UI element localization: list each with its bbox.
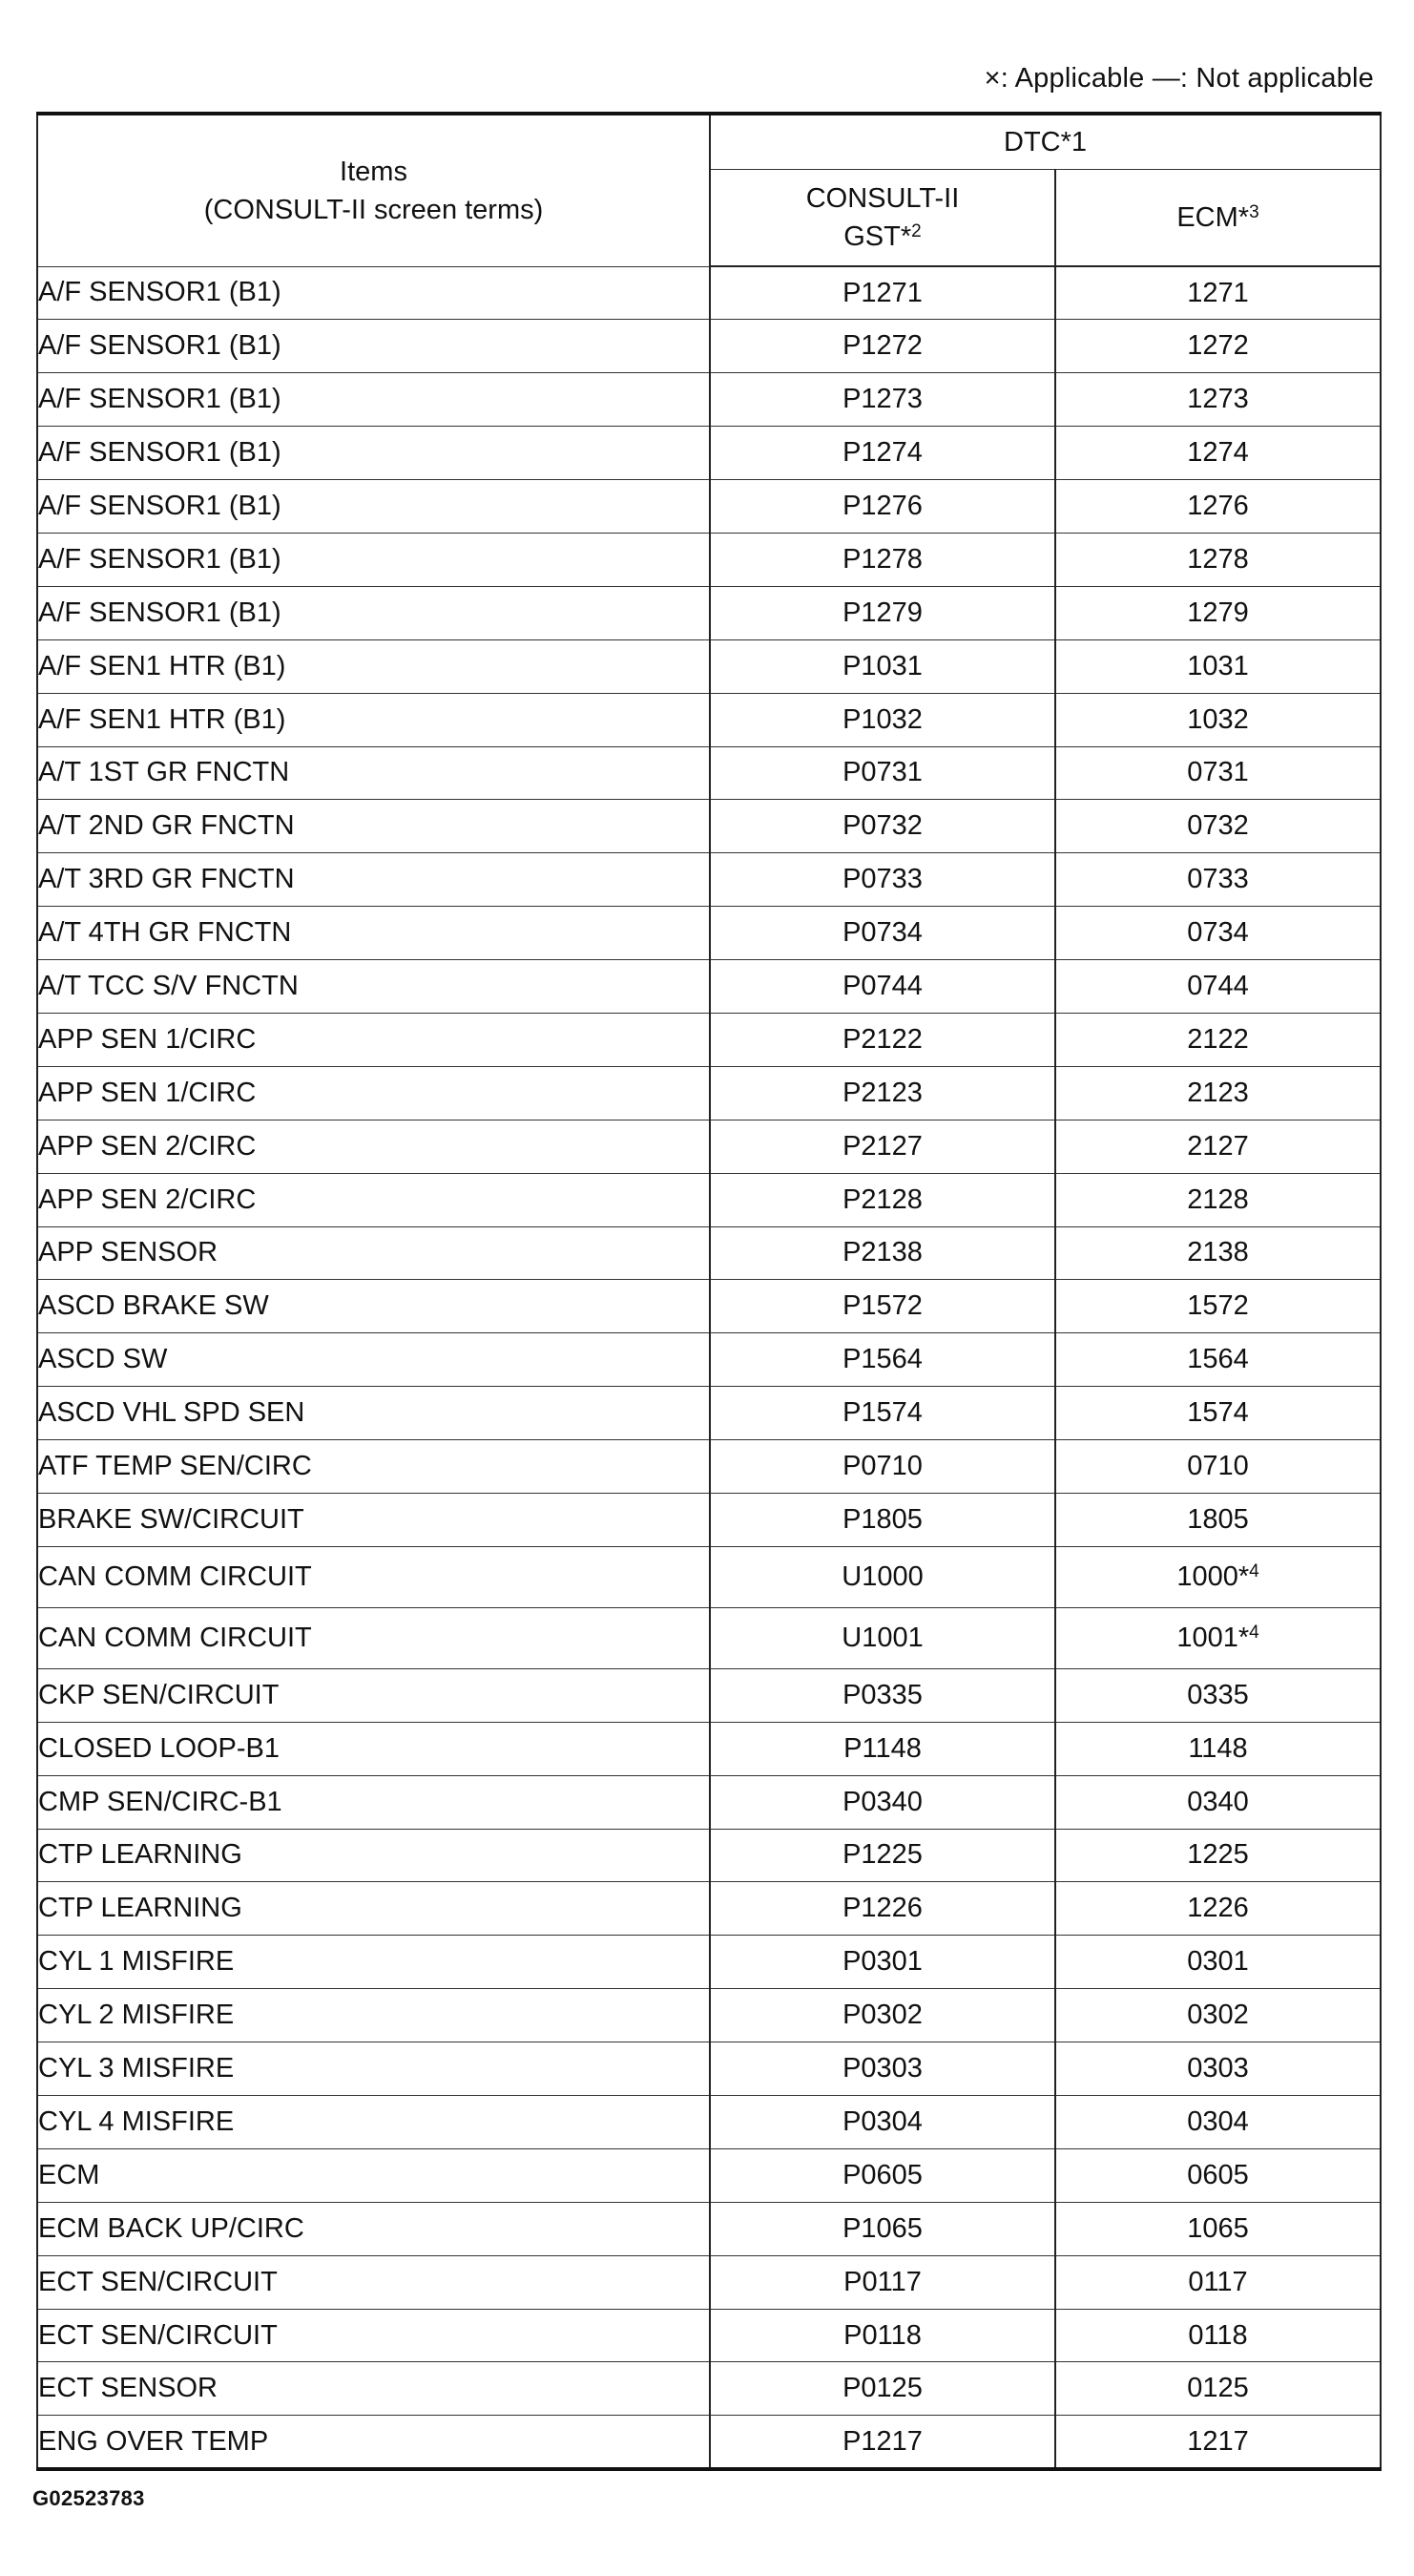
item-cell: ATF TEMP SEN/CIRC xyxy=(37,1440,710,1494)
table-row xyxy=(37,746,1381,800)
table-row xyxy=(37,1775,1381,1829)
ecm-column-header: ECM*$^3$ xyxy=(1055,170,1381,267)
item-cell: A/T 3RD GR FNCTN xyxy=(37,853,710,907)
table-row xyxy=(37,2255,1381,2309)
item-cell: APP SEN 1/CIRC xyxy=(37,1013,710,1066)
consult-code-cell: P1148 xyxy=(710,1722,1055,1775)
consult-code-cell: P0731 xyxy=(710,746,1055,800)
ecm-code-cell: 0302 xyxy=(1055,1989,1381,2042)
ecm-code-cell: 0118 xyxy=(1055,2309,1381,2362)
ecm-code-cell: 1031 xyxy=(1055,639,1381,693)
consult-code-cell: P1805 xyxy=(710,1493,1055,1546)
consult-code-cell: P0117 xyxy=(710,2255,1055,2309)
dtc-group-header: DTC*1 xyxy=(710,114,1381,170)
table-row xyxy=(37,1440,1381,1494)
item-cell: A/F SEN1 HTR (B1) xyxy=(37,639,710,693)
consult-code-cell: P2127 xyxy=(710,1120,1055,1173)
consult-code-cell: P1279 xyxy=(710,586,1055,639)
ecm-code-cell: 2138 xyxy=(1055,1226,1381,1280)
table-row xyxy=(37,480,1381,534)
table-row xyxy=(37,1829,1381,1882)
table-row xyxy=(37,320,1381,373)
consult-code-cell: P0303 xyxy=(710,2042,1055,2096)
ecm-code-cell: 1225 xyxy=(1055,1829,1381,1882)
table-row xyxy=(37,373,1381,427)
dtc-table xyxy=(36,112,1382,2471)
table-row xyxy=(37,853,1381,907)
ecm-code-cell: 0732 xyxy=(1055,800,1381,853)
item-cell: APP SENSOR xyxy=(37,1226,710,1280)
table-row xyxy=(37,1120,1381,1173)
ecm-code-cell: 1572 xyxy=(1055,1280,1381,1333)
table-row xyxy=(37,266,1381,320)
consult-code-cell: P0340 xyxy=(710,1775,1055,1829)
consult-code-cell: P1276 xyxy=(710,480,1055,534)
consult-code-cell: P1065 xyxy=(710,2202,1055,2255)
table-row xyxy=(37,2042,1381,2096)
item-cell: CAN COMM CIRCUIT xyxy=(37,1546,710,1607)
ecm-code-cell: 0125 xyxy=(1055,2362,1381,2416)
ecm-code-cell: 0710 xyxy=(1055,1440,1381,1494)
item-cell: CTP LEARNING xyxy=(37,1882,710,1936)
ecm-code-cell: 0304 xyxy=(1055,2096,1381,2149)
header-row-1 xyxy=(37,114,1381,170)
ecm-code-cell: 2128 xyxy=(1055,1173,1381,1226)
table-row xyxy=(37,1936,1381,1989)
consult-code-cell: P1032 xyxy=(710,693,1055,746)
consult-code-cell: P0302 xyxy=(710,1989,1055,2042)
item-cell: CLOSED LOOP-B1 xyxy=(37,1722,710,1775)
item-cell: APP SEN 2/CIRC xyxy=(37,1173,710,1226)
ecm-code-cell: 1564 xyxy=(1055,1333,1381,1387)
table-row xyxy=(37,1722,1381,1775)
table-row xyxy=(37,2362,1381,2416)
ecm-code-cell: 1274 xyxy=(1055,427,1381,480)
table-row xyxy=(37,1387,1381,1440)
consult-code-cell: P1564 xyxy=(710,1333,1055,1387)
item-cell: ECT SEN/CIRCUIT xyxy=(37,2309,710,2362)
ecm-code-cell: 1065 xyxy=(1055,2202,1381,2255)
item-cell: ENG OVER TEMP xyxy=(37,2416,710,2469)
item-cell: A/F SENSOR1 (B1) xyxy=(37,427,710,480)
item-cell: CKP SEN/CIRCUIT xyxy=(37,1668,710,1722)
item-cell: A/T 1ST GR FNCTN xyxy=(37,746,710,800)
consult-code-cell: P1274 xyxy=(710,427,1055,480)
table-row xyxy=(37,1013,1381,1066)
consult-code-cell: P1031 xyxy=(710,639,1055,693)
item-cell: ECM BACK UP/CIRC xyxy=(37,2202,710,2255)
item-cell: ASCD SW xyxy=(37,1333,710,1387)
consult-code-cell: P0734 xyxy=(710,907,1055,960)
item-cell: A/F SENSOR1 (B1) xyxy=(37,480,710,534)
consult-code-cell: U1001 xyxy=(710,1607,1055,1668)
item-cell: ECM xyxy=(37,2148,710,2202)
ecm-code-cell: 1032 xyxy=(1055,693,1381,746)
ecm-code-cell: 1271 xyxy=(1055,266,1381,320)
consult-header-line2: GST*$^2$ xyxy=(843,221,922,252)
ecm-code-cell: 1272 xyxy=(1055,320,1381,373)
items-header-line2: (CONSULT-II screen terms) xyxy=(203,194,544,225)
item-cell: ECT SENSOR xyxy=(37,2362,710,2416)
ecm-code-cell: 0303 xyxy=(1055,2042,1381,2096)
consult-code-cell: P2128 xyxy=(710,1173,1055,1226)
item-cell: CYL 1 MISFIRE xyxy=(37,1936,710,1989)
item-cell: ASCD BRAKE SW xyxy=(37,1280,710,1333)
table-row xyxy=(37,1066,1381,1120)
item-cell: CYL 2 MISFIRE xyxy=(37,1989,710,2042)
consult-code-cell: P0304 xyxy=(710,2096,1055,2149)
ecm-code-cell: 1278 xyxy=(1055,533,1381,586)
table-row xyxy=(37,1493,1381,1546)
consult-code-cell: P1272 xyxy=(710,320,1055,373)
table-row xyxy=(37,1226,1381,1280)
ecm-code-cell: 0733 xyxy=(1055,853,1381,907)
consult-column-header xyxy=(710,170,1055,267)
table-row xyxy=(37,586,1381,639)
consult-code-cell: P0732 xyxy=(710,800,1055,853)
consult-code-cell: P0301 xyxy=(710,1936,1055,1989)
table-row xyxy=(37,2148,1381,2202)
ecm-code-cell: 2123 xyxy=(1055,1066,1381,1120)
table-row xyxy=(37,533,1381,586)
consult-code-cell: P2122 xyxy=(710,1013,1055,1066)
table-row xyxy=(37,1280,1381,1333)
item-cell: APP SEN 2/CIRC xyxy=(37,1120,710,1173)
table-row xyxy=(37,960,1381,1014)
item-cell: A/F SENSOR1 (B1) xyxy=(37,373,710,427)
item-cell: A/F SEN1 HTR (B1) xyxy=(37,693,710,746)
applicability-legend: ×: Applicable —: Not applicable xyxy=(984,63,1374,94)
item-cell: A/F SENSOR1 (B1) xyxy=(37,533,710,586)
consult-code-cell: P1574 xyxy=(710,1387,1055,1440)
table-row xyxy=(37,639,1381,693)
table-row xyxy=(37,1333,1381,1387)
consult-code-cell: P1273 xyxy=(710,373,1055,427)
consult-code-cell: P1225 xyxy=(710,1829,1055,1882)
table-row xyxy=(37,1607,1381,1668)
items-header-line1: Items xyxy=(340,156,407,187)
table-row xyxy=(37,1173,1381,1226)
item-cell: CMP SEN/CIRC-B1 xyxy=(37,1775,710,1829)
items-column-header xyxy=(37,114,710,266)
ecm-code-cell: 0731 xyxy=(1055,746,1381,800)
ecm-code-cell: 1279 xyxy=(1055,586,1381,639)
ecm-code-cell: 0605 xyxy=(1055,2148,1381,2202)
table-row xyxy=(37,1882,1381,1936)
table-row xyxy=(37,2416,1381,2469)
ecm-code-cell: 1217 xyxy=(1055,2416,1381,2469)
consult-code-cell: P0118 xyxy=(710,2309,1055,2362)
consult-code-cell: P1226 xyxy=(710,1882,1055,1936)
ecm-code-cell: 0340 xyxy=(1055,1775,1381,1829)
item-cell: A/F SENSOR1 (B1) xyxy=(37,320,710,373)
item-cell: CYL 3 MISFIRE xyxy=(37,2042,710,2096)
ecm-code-cell: 1273 xyxy=(1055,373,1381,427)
ecm-code-cell: 0301 xyxy=(1055,1936,1381,1989)
ecm-code-cell: 2127 xyxy=(1055,1120,1381,1173)
consult-code-cell: P1572 xyxy=(710,1280,1055,1333)
consult-code-cell: P1271 xyxy=(710,266,1055,320)
item-cell: APP SEN 1/CIRC xyxy=(37,1066,710,1120)
item-cell: A/T 4TH GR FNCTN xyxy=(37,907,710,960)
item-cell: CAN COMM CIRCUIT xyxy=(37,1607,710,1668)
consult-code-cell: P2138 xyxy=(710,1226,1055,1280)
item-cell: CTP LEARNING xyxy=(37,1829,710,1882)
consult-code-cell: P1217 xyxy=(710,2416,1055,2469)
ecm-code-cell: 0117 xyxy=(1055,2255,1381,2309)
table-row xyxy=(37,800,1381,853)
consult-code-cell: P0335 xyxy=(710,1668,1055,1722)
ecm-code-cell: 1226 xyxy=(1055,1882,1381,1936)
ecm-code-cell: 1574 xyxy=(1055,1387,1381,1440)
consult-code-cell: P0125 xyxy=(710,2362,1055,2416)
table-row xyxy=(37,2202,1381,2255)
table-row xyxy=(37,2309,1381,2362)
consult-code-cell: P0733 xyxy=(710,853,1055,907)
table-row xyxy=(37,427,1381,480)
table-row xyxy=(37,2096,1381,2149)
table-row xyxy=(37,1546,1381,1607)
consult-code-cell: P2123 xyxy=(710,1066,1055,1120)
item-cell: A/T TCC S/V FNCTN xyxy=(37,960,710,1014)
item-cell: A/F SENSOR1 (B1) xyxy=(37,586,710,639)
consult-code-cell: P0744 xyxy=(710,960,1055,1014)
table-row xyxy=(37,693,1381,746)
consult-code-cell: P0605 xyxy=(710,2148,1055,2202)
consult-header-line1: CONSULT-II xyxy=(805,183,960,214)
ecm-code-cell: 0335 xyxy=(1055,1668,1381,1722)
ecm-code-cell: 1805 xyxy=(1055,1493,1381,1546)
table-row xyxy=(37,1668,1381,1722)
consult-code-cell: P0710 xyxy=(710,1440,1055,1494)
ecm-code-cell: 2122 xyxy=(1055,1013,1381,1066)
ecm-code-cell: 1001*$^4$ xyxy=(1055,1607,1381,1668)
figure-id: G02523783 xyxy=(32,2486,145,2510)
item-cell: A/F SENSOR1 (B1) xyxy=(37,266,710,320)
item-cell: BRAKE SW/CIRCUIT xyxy=(37,1493,710,1546)
ecm-code-cell: 0744 xyxy=(1055,960,1381,1014)
ecm-code-cell: 1000*$^4$ xyxy=(1055,1546,1381,1607)
table-row xyxy=(37,1989,1381,2042)
item-cell: ASCD VHL SPD SEN xyxy=(37,1387,710,1440)
item-cell: ECT SEN/CIRCUIT xyxy=(37,2255,710,2309)
ecm-code-cell: 1276 xyxy=(1055,480,1381,534)
item-cell: CYL 4 MISFIRE xyxy=(37,2096,710,2149)
consult-code-cell: U1000 xyxy=(710,1546,1055,1607)
ecm-code-cell: 1148 xyxy=(1055,1722,1381,1775)
table-row xyxy=(37,907,1381,960)
ecm-code-cell: 0734 xyxy=(1055,907,1381,960)
consult-code-cell: P1278 xyxy=(710,533,1055,586)
item-cell: A/T 2ND GR FNCTN xyxy=(37,800,710,853)
